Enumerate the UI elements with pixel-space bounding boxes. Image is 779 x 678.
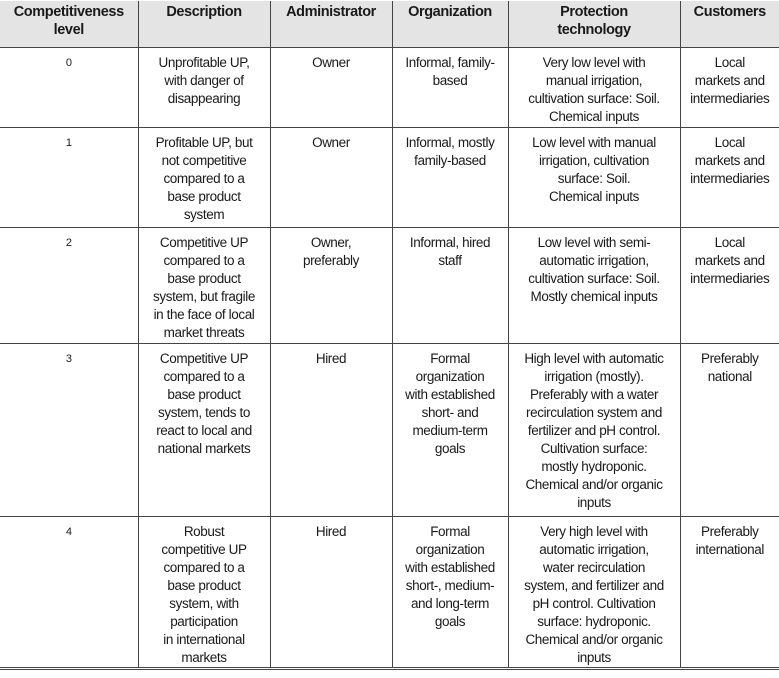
table-row (0, 228, 779, 344)
cell-administrator: Owner (270, 128, 392, 228)
table-row (0, 517, 779, 669)
competitiveness-table (0, 1, 779, 670)
cell-description: Robust competitive UP compared to a base product system, with participation in international markets (138, 517, 270, 669)
cell-customers: Local markets and intermediaries (680, 128, 779, 228)
cell-administrator: Owner (270, 48, 392, 128)
cell-administrator: Hired (270, 517, 392, 669)
cell-organization: Formal organization with established short-, medium- and long-term goals (392, 517, 508, 669)
cell-level: 3 (0, 344, 138, 517)
cell-administrator: Owner, preferably (270, 228, 392, 344)
cell-description: Unprofitable UP, with danger of disappearing (138, 48, 270, 128)
header-administrator: Administrator (270, 1, 392, 48)
cell-description: Competitive UP compared to a base product system, tends to react to local and national markets (138, 344, 270, 517)
cell-administrator: Hired (270, 344, 392, 517)
cell-organization: Informal, family- based (392, 48, 508, 128)
cell-technology: Low level with semi- automatic irrigation, cultivation surface: Soil. Mostly chemical inputs (508, 228, 680, 344)
cell-technology: High level with automatic irrigation (mostly). Preferably with a water recirculation system and fertilizer and pH control. Cultivation surface: mostly hydroponic. Chemical and/or organic inputs (508, 344, 680, 517)
cell-technology: Low level with manual irrigation, cultivation surface: Soil. Chemical inputs (508, 128, 680, 228)
cell-customers: Local markets and intermediaries (680, 228, 779, 344)
cell-level: 4 (0, 517, 138, 669)
table-row (0, 344, 779, 517)
header-customers: Customers (680, 1, 779, 48)
header-description: Description (138, 1, 270, 48)
header-organization: Organization (392, 1, 508, 48)
cell-description: Profitable UP, but not competitive compared to a base product system (138, 128, 270, 228)
cell-customers: Preferably national (680, 344, 779, 517)
cell-level: 0 (0, 48, 138, 128)
cell-level: 2 (0, 228, 138, 344)
cell-customers: Local markets and intermediaries (680, 48, 779, 128)
table-row (0, 128, 779, 228)
header-protection-technology: Protection technology (508, 1, 680, 48)
cell-organization: Informal, mostly family-based (392, 128, 508, 228)
table-row (0, 48, 779, 128)
header-competitiveness-level: Competitiveness level (0, 1, 138, 48)
cell-technology: Very low level with manual irrigation, cultivation surface: Soil. Chemical inputs (508, 48, 680, 128)
cell-organization: Informal, hired staff (392, 228, 508, 344)
cell-technology: Very high level with automatic irrigation, water recirculation system, and fertilizer and pH control. Cultivation surface: hydroponic. Chemical and/or organic inputs (508, 517, 680, 669)
cell-level: 1 (0, 128, 138, 228)
cell-customers: Preferably international (680, 517, 779, 669)
header-row (0, 1, 779, 48)
cell-description: Competitive UP compared to a base product system, but fragile in the face of local market threats (138, 228, 270, 344)
cell-organization: Formal organization with established short- and medium-term goals (392, 344, 508, 517)
